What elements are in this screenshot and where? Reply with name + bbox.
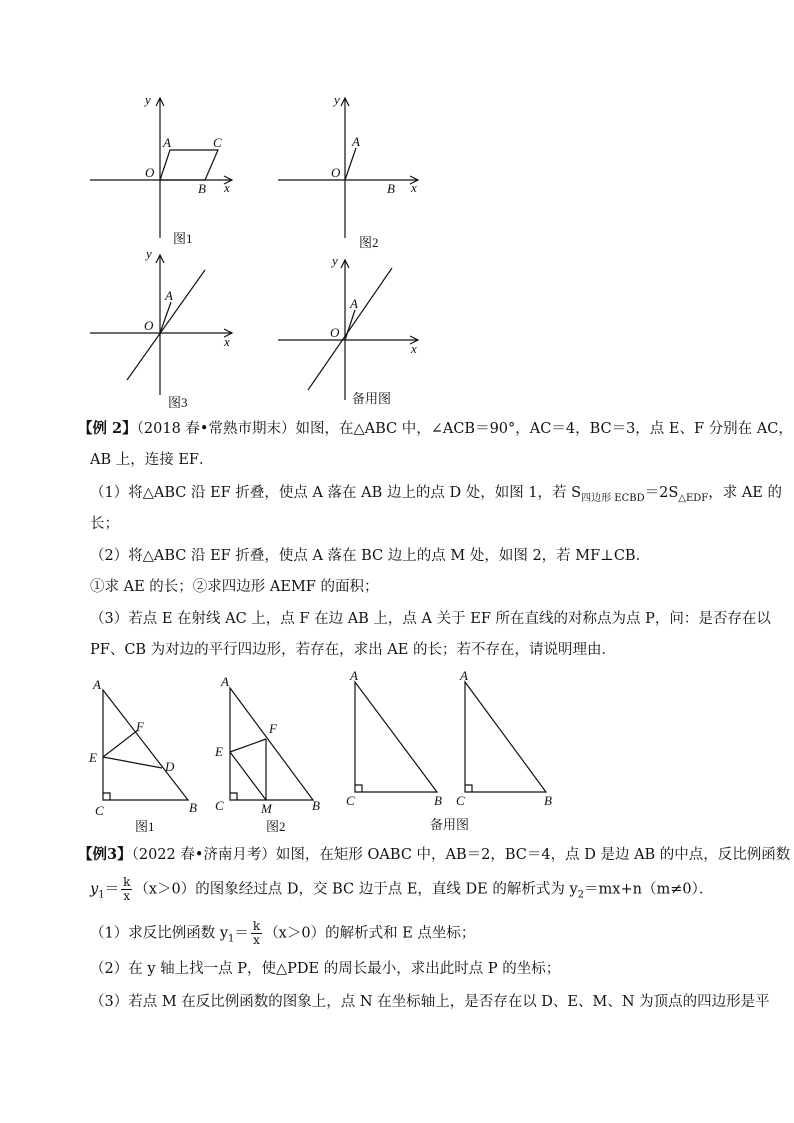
- fig4-caption: 备用图: [352, 391, 392, 406]
- t3-point-B: B: [434, 793, 442, 808]
- l2-sub2: 2: [577, 889, 585, 901]
- l2-y: y: [90, 881, 99, 898]
- t2-point-E: E: [215, 744, 223, 759]
- fig4-origin-label: O: [330, 325, 340, 340]
- q1-post: （x＞0）的解析式和 E 点坐标；: [264, 925, 476, 942]
- q1-pre: （1）求反比例函数 y: [90, 925, 229, 942]
- fig4-point-A: A: [350, 296, 358, 311]
- q1-sub-tri: △EDF: [678, 492, 709, 504]
- fig4-y-label: y: [332, 253, 338, 268]
- fig3-origin-label: O: [144, 318, 154, 333]
- fig4-x-label: x: [411, 341, 417, 356]
- example2-q2-line1: （2）将△ABC 沿 EF 折叠，使点 A 落在 BC 边上的点 M 处，如图 2，若 MF⊥CB．: [90, 548, 651, 564]
- example2-q3-line2: PF、CB 为对边的平行四边形，若存在，求出 AE 的长；若不存在，请说明理由．: [90, 642, 616, 658]
- t1-point-A: A: [93, 677, 101, 692]
- fig2-y-label: y: [334, 92, 340, 107]
- l2-sub: 1: [98, 889, 105, 901]
- example2-source: （2018 春•常熟市期末）: [136, 421, 296, 437]
- t4-point-C: C: [456, 793, 465, 808]
- t1-point-B: B: [189, 800, 197, 815]
- frac-num: k: [123, 875, 131, 889]
- fig2-x-label: x: [411, 180, 417, 195]
- example3-source: （2022 春•济南月考）: [131, 847, 276, 863]
- spare-caption: 备用图: [430, 817, 470, 832]
- fig1-y-label: y: [145, 92, 151, 107]
- example3-q3: （3）若点 M 在反比例函数的图象上，点 N 在坐标轴上，是否存在以 D、E、M、N 为顶点的四边形是平: [90, 994, 770, 1010]
- t1-point-F: F: [136, 719, 144, 734]
- t2-point-C: C: [215, 798, 224, 813]
- fig2-point-B: B: [387, 181, 395, 196]
- example3-intro-line2: [90, 876, 713, 905]
- q1-text-b: ＝2S: [644, 485, 679, 501]
- fig3-y-label: y: [146, 246, 152, 261]
- l2-end: ＝mx+n（m≠0）．: [584, 881, 714, 898]
- example2-q2-line2: ①求 AE 的长；②求四边形 AEMF 的面积；: [90, 579, 379, 595]
- t2-caption: 图2: [266, 819, 286, 834]
- t1-point-E: E: [89, 750, 97, 765]
- frac-den: x: [123, 889, 131, 903]
- t1-caption: 图1: [135, 819, 155, 834]
- example2-q1-line2: 长；: [90, 516, 119, 532]
- t2-point-B: B: [312, 798, 320, 813]
- t2-point-A: A: [221, 674, 229, 689]
- example2-heading: 【例 2】: [78, 420, 137, 437]
- l2-post: （x＞0）的图象经过点 D，交 BC 边于点 E，直线 DE 的解析式为 y: [134, 881, 578, 898]
- l2-eq: ＝: [104, 881, 120, 898]
- example3-intro-line1: [78, 845, 790, 865]
- q1-text-a: （1）将△ABC 沿 EF 折叠，使点 A 落在 AB 边上的点 D 处，如图 1，若 S: [90, 485, 582, 501]
- q1-sub-quad: 四边形 ECBD: [581, 492, 645, 504]
- example2-intro-line2: AB 上，连接 EF．: [90, 452, 214, 468]
- fig3-point-A: A: [165, 288, 173, 303]
- fig1-origin-label: O: [145, 165, 155, 180]
- t4-point-A: A: [460, 668, 468, 683]
- fig2-caption: 图2: [359, 235, 379, 250]
- fig3-x-label: x: [224, 334, 230, 349]
- example3-q2: （2）在 y 轴上找一点 P，使△PDE 的周长最小，求出此时点 P 的坐标；: [90, 961, 561, 977]
- q1-eq: ＝: [234, 925, 249, 942]
- fig2-origin-label: O: [331, 165, 341, 180]
- q1-frac-num: k: [252, 919, 261, 933]
- t1-point-C: C: [95, 803, 104, 818]
- fig1-point-B: B: [198, 181, 206, 196]
- q1-fraction: [251, 920, 262, 947]
- t3-point-A: A: [350, 668, 358, 683]
- q1-sub: 1: [228, 933, 235, 945]
- example3-line1-text: 如图，在矩形 OABC 中，AB＝2，BC＝4，点 D 是边 AB 的中点，反比例函数: [275, 847, 791, 863]
- q1-frac-den: x: [253, 933, 260, 947]
- fig1-caption: 图1: [173, 231, 193, 246]
- example3-heading: 【例3】: [78, 846, 132, 863]
- l2-fraction: [121, 876, 132, 903]
- t1-point-D: D: [165, 759, 175, 774]
- fig1-point-C: C: [213, 135, 222, 150]
- fig2-point-A: A: [352, 134, 360, 149]
- example2-line1-text: 如图，在△ABC 中，∠ACB＝90°，AC＝4，BC＝3，点 E、F 分别在 AC，: [295, 421, 793, 437]
- q1-text-c: ，求 AE 的: [708, 485, 782, 501]
- t2-point-F: F: [269, 721, 277, 736]
- fig1-x-label: x: [224, 180, 230, 195]
- t2-point-M: M: [261, 801, 272, 816]
- example3-q1: [90, 920, 475, 949]
- fig3-caption: 图3: [168, 395, 188, 410]
- t4-point-B: B: [544, 793, 552, 808]
- fig1-point-A: A: [163, 135, 171, 150]
- example2-q3-line1: （3）若点 E 在射线 AC 上，点 F 在边 AB 上，点 A 关于 EF 所在直线的对称点为点 P，问：是否存在以: [90, 611, 771, 627]
- t3-point-C: C: [346, 793, 355, 808]
